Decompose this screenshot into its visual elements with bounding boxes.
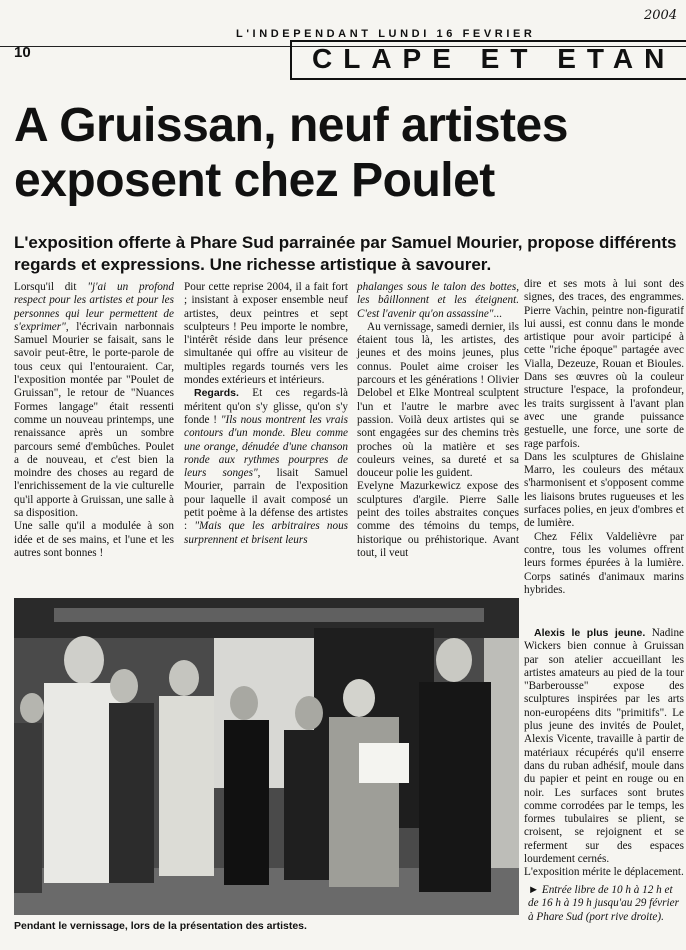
paragraph-lead: Regards. <box>194 387 239 400</box>
paragraph: Dans les sculptures de Ghislaine Marro, les couleurs des métaux s'harmonisent et s'opposent comme les liaisons brutes rugueuses et les surfaces polies, en jeux d'ombres et de lumière. <box>524 450 684 530</box>
paragraph: Alexis le plus jeune. Nadine Wickers bien connue à Gruissan par son atelier accueillant les artistes amateurs au pied de la tour "Barberousse" expose des sculptures inspirées par les arts non-européens dits "primitifs". Le plus jeune des invités de Poulet, Alexis Vicente, travaille à partir de matériaux récupérés qu'il enserre dans du ruban adhésif, moule dans du papier et peint en rouge ou en noir. Les surfaces sont brutes comme corrodées par le temps, les formes tubulaires se plient, se croisent, se rejoignent et se referment sur des espaces lourdement cernés. <box>524 627 684 866</box>
practical-info: ► Entrée libre de 10 h à 12 h et de 16 h à 19 h jusqu'au 29 février à Phare Sud (port rive droite). <box>528 884 679 923</box>
paragraph: Chez Félix Valdelièvre par contre, tous les volumes offrent leurs formes épurées à la lumière. Corps satinés d'animaux marins hybrides. <box>524 530 684 596</box>
paragraph: dire et ses mots à lui sont des signes, des traces, des engrammes. Pierre Vachin, peintre non-figuratif lui aussi, est connu dans le monde artistique pour avoir participé à cette "riche époque" partagée avec Vialla, Dezeuze, Rouan et Bioules. Dans ses œuvres où la couleur structure l'espace, la profondeur, les traits surgissent à l'avant plan avec une grande puissance gestuelle, une force, une sorte de rage parfois. <box>524 278 684 450</box>
vernissage-photo <box>14 598 519 915</box>
subheadline: L'exposition offerte à Phare Sud parrainée par Samuel Mourier, propose différents regards et expressions. Une richesse artistique à savourer. <box>14 233 677 274</box>
photo-caption: Pendant le vernissage, lors de la présentation des artistes. <box>14 920 307 932</box>
paragraph: Regards. Et ces regards-là méritent qu'on s'y glisse, qu'on s'y fonde ! "Ils nous montrent les vrais contours d'un monde. Bleu comme une orange, dénudée d'une chanson ronde aux rythmes pourpres de leurs songes", lisait Samuel Mourier, parrain de l'exposition pour laquelle il avait composé un petit poème à la défense des artistes : "Mais que les arbitraires nous surprennent et brisent leurs <box>184 387 349 546</box>
article-column-3 <box>357 281 519 560</box>
paragraph: Lorsqu'il dit "j'ai un profond respect pour les artistes et pour les personnes qui leur permettent de s'exprimer", l'écrivain narbonnais Samuel Mourier se faisait, sans le savoir peut-être, le porte-parole de tous ceux qui l'entouraient. Car, l'exposition montée par "Poulet de Gruissan", le retour de "Nuances Formes langage" était ressenti comme un nouveau printemps, une renaissance après un sombre parcours semé d'embûches. Poulet a de nouveau, et c'est bien la moindre des choses au regard de l'enrichissement de la vie culturelle qu'il apporte à Gruissan, une salle à sa disposition. <box>14 281 174 520</box>
headline <box>14 98 686 208</box>
paragraph-lead: Alexis le plus jeune. <box>534 627 646 639</box>
article-column-4-continued <box>524 627 684 880</box>
section-title: CLAPE ET ETAN <box>312 43 676 74</box>
paragraph: Evelyne Mazurkewicz expose des sculptures d'argile. Pierre Salle peint des toiles abstraites conçues comme des témoins du temps, historique ou préhistorique. Avant tout, il veut <box>357 480 519 559</box>
headline-line-1: A Gruissan, neuf artistes <box>14 99 568 152</box>
paragraph: L'exposition mérite le déplacement. <box>524 866 684 879</box>
photo-illustration <box>14 598 519 915</box>
page-number: 10 <box>14 44 31 61</box>
paragraph: Au vernissage, samedi dernier, ils étaient tous là, les artistes, des jeunes et des moins jeunes, plus connus. Poulet aime croiser les parcours et les générations ! Olivier Delobel et Elke Montreal sculptent l'un et l'autre le marbre avec passion. Voilà deux artistes qui se sont engagées sur des chemins très proches où la matière et ses couleurs veines, sa dureté et sa douceur polie les guident. <box>357 320 519 480</box>
handwritten-year: 2004 <box>644 8 678 23</box>
article-column-4 <box>524 278 684 597</box>
paragraph: phalanges sous le talon des bottes, les bâillonnent et les éteignent. C'est l'avenir qu'on assassine"... <box>357 281 519 320</box>
article-column-2 <box>184 281 348 547</box>
publication-line: L'INDEPENDANT LUNDI 16 FEVRIER <box>236 28 536 40</box>
headline-line-2: exposent chez Poulet <box>14 154 495 207</box>
paragraph: Une salle qu'il a modulée à son idée et de ses mains, et l'une et les autres sont bonnes ! <box>14 520 174 559</box>
paragraph: Pour cette reprise 2004, il a fait fort ; insistant à exposer ensemble neuf artistes, deux peintres et sept sculpteurs ! Peu importe le nombre, l'intérêt réside dans leur présence simultanée qui offre au visiteur de multiples regards tournés vers les mondes extérieurs et intérieurs. <box>184 281 348 387</box>
article-column-1 <box>14 281 174 560</box>
